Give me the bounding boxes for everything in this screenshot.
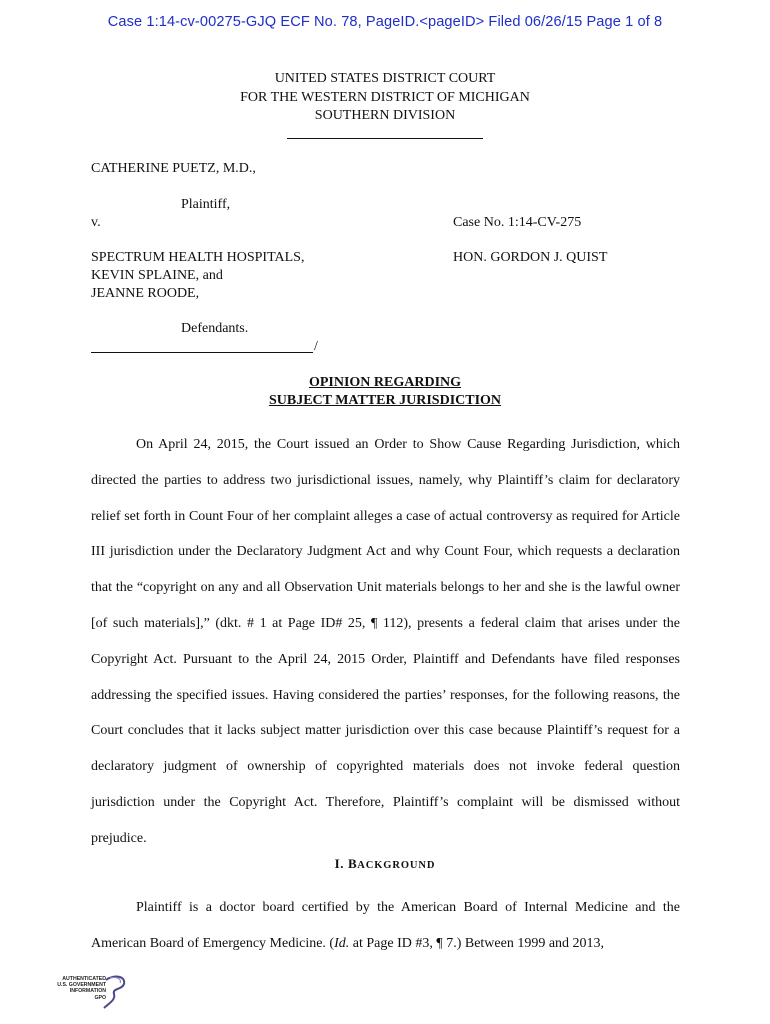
opinion-title-line2: SUBJECT MATTER JURISDICTION <box>268 393 502 408</box>
gpo-line3: INFORMATION <box>69 988 106 995</box>
gpo-mark: GPO <box>94 994 106 1001</box>
section-heading-background <box>0 856 770 872</box>
background-text: Plaintiff is a doctor board certified by the American Board of Internal Medicine and the American Board of Emergency Medicine. ( <box>91 900 680 951</box>
id-citation: Id. <box>334 936 350 951</box>
plaintiff-name: CATHERINE PUETZ, M.D., <box>91 161 256 176</box>
background-body <box>91 890 680 962</box>
gpo-logo-text <box>44 976 106 1001</box>
caption-slash: / <box>314 339 318 354</box>
gpo-authenticated-logo <box>44 974 134 1014</box>
caption-closing-rule <box>91 352 313 353</box>
defendant-spectrum: SPECTRUM HEALTH HOSPITALS, <box>91 250 305 265</box>
court-heading-rule <box>287 138 483 139</box>
court-heading <box>0 70 770 126</box>
gpo-line1: AUTHENTICATED <box>62 976 106 982</box>
gpo-line2: U.S. GOVERNMENT <box>57 982 106 989</box>
eagle-icon <box>100 974 130 1012</box>
background-text-end: at Page ID #3, ¶ 7.) Between 1999 and 2013, <box>349 936 605 951</box>
ecf-header-stamp: Case 1:14-cv-00275-GJQ ECF No. 78, PageID.<pageID> Filed 06/26/15 Page 1 of 8 <box>107 14 663 30</box>
opinion-title <box>0 374 770 410</box>
defendant-splaine: KEVIN SPLAINE, and <box>91 268 223 283</box>
plaintiff-role: Plaintiff, <box>181 197 231 212</box>
judge-name: HON. GORDON J. QUIST <box>453 250 608 265</box>
opinion-title-line1: OPINION REGARDING <box>308 375 462 390</box>
court-division: SOUTHERN DIVISION <box>314 108 456 123</box>
opinion-paragraph: On April 24, 2015, the Court issued an Order to Show Cause Regarding Jurisdiction, which directed the parties to address two jurisdictional issues, namely, why Plaintiff’s claim for declaratory relief set forth in Count Four of her complaint alleges a case of actual controversy as required for Article III jurisdiction under the Declaratory Judgment Act and why Count Four, which requests a declaration that the “copyright on any and all Observation Unit materials belongs to her and she is the lawful owner [of such materials],” (dkt. # 1 at Page ID# 25, ¶ 112), presents a federal claim that arises under the Copyright Act. Pursuant to the April 24, 2015 Order, Plaintiff and Defendants have filed responses addressing the specified issues. Having considered the parties’ responses, for the following reasons, the Court concludes that it lacks subject matter jurisdiction over this case because Plaintiff’s request for a declaratory judgment of ownership of copyrighted materials does not invoke federal question jurisdiction under the Copyright Act. Therefore, Plaintiff’s complaint will be dismissed without prejudice. <box>91 437 680 846</box>
background-paragraph <box>91 890 680 962</box>
court-district: FOR THE WESTERN DISTRICT OF MICHIGAN <box>240 89 530 105</box>
section-rest: ACKGROUND <box>357 860 436 871</box>
versus: v. <box>91 215 101 230</box>
opinion-body <box>91 427 680 857</box>
section-numeral: I. <box>334 856 345 871</box>
court-name: UNITED STATES DISTRICT COURT <box>274 71 496 86</box>
defendant-roode: JEANNE ROODE, <box>91 286 200 301</box>
defendant-role: Defendants. <box>181 321 249 336</box>
section-initial: B <box>347 856 358 871</box>
case-number: Case No. 1:14-CV-275 <box>453 215 582 230</box>
